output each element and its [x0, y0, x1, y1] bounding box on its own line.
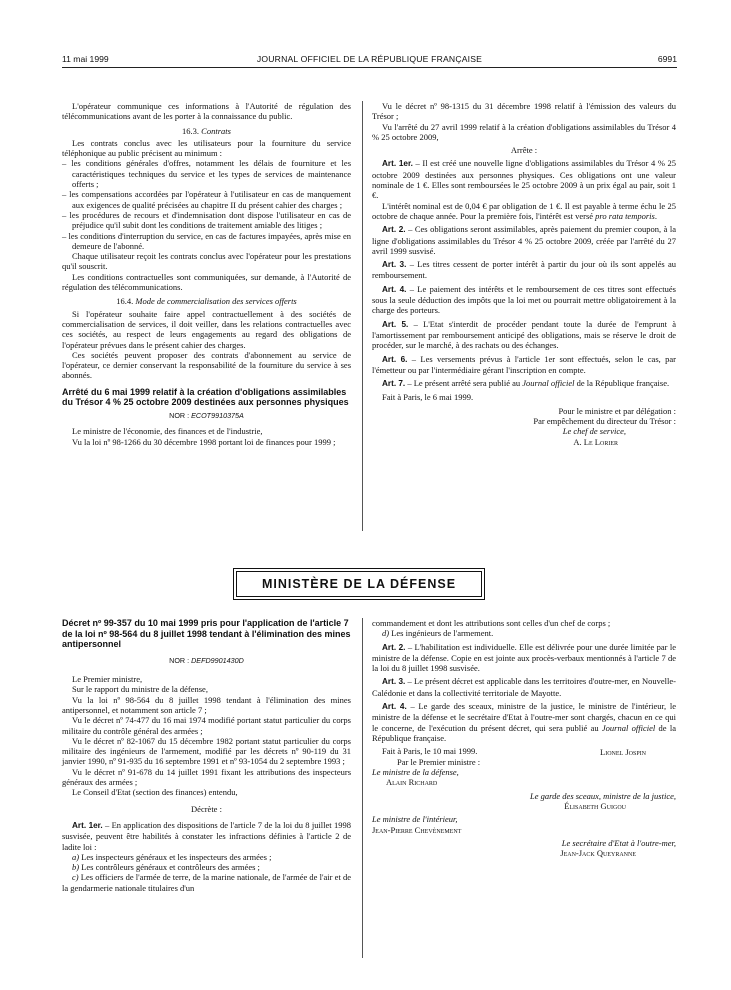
- list-item: d) Les ingénieurs de l'armement.: [382, 628, 494, 639]
- paragraph: Si l'opérateur souhaite faire appel contractuellement à des sociétés de commercialisation de services, il doit veiller, dans les relations contractuelles avec ces sociétés, au respect de leurs engagements au regard des obligations de l'opérateur prévues dans le présent cahier des charges.: [62, 308, 351, 350]
- right-column-top: [372, 101, 676, 447]
- article-4: Art. 4. – Le garde des sceaux, ministre de la justice, le ministre de l'intérieur, le ministre de la défense et le secrétaire d'Etat à l'outre-mer sont chargés, chacun en ce qui le concerne, de l'exécution du présent décret, qui sera publié au Journal officiel de la République française.: [372, 701, 676, 743]
- paragraph: Le Premier ministre,: [72, 674, 143, 685]
- paragraph: Les conditions contractuelles sont communiquées, sur demande, à l'Autorité de régulation des télécommunications.: [62, 271, 351, 293]
- header-date: 11 mai 1999: [62, 54, 109, 64]
- signatory-name: Alain Richard: [386, 777, 438, 788]
- paragraph: Vu le décret nº 98-1315 du 31 décembre 1998 relatif à l'émission des valeurs du Trésor ;: [372, 101, 676, 122]
- list-item: – les compensations accordées par l'opérateur à l'utilisateur en cas de manquement aux exigences de qualité précisées au chapitre II du présent cahier des charges ;: [62, 189, 351, 210]
- ministry-banner: [236, 571, 482, 597]
- signature-line: Par empêchement du directeur du Trésor :: [533, 416, 676, 427]
- column-divider-top: [362, 101, 363, 531]
- date-place: Fait à Paris, le 6 mai 1999.: [382, 392, 474, 403]
- date-place: Fait à Paris, le 10 mai 1999.: [382, 746, 478, 757]
- article-2: Art. 2. – Ces obligations seront assimilables, après paiement du premier coupon, à la ligne d'obligations assimilables du Trésor 4 % 25 octobre 2009, créée par l'arrêté du 27 avril 1999 susvisé.: [372, 224, 676, 256]
- article-3: Art. 3. – Le présent décret est applicable dans les territoires d'outre-mer, en Nouvelle-Calédonie et dans la collectivité territoriale de Mayotte.: [372, 676, 676, 698]
- header-page-number: 6991: [657, 54, 677, 64]
- paragraph: Chaque utilisateur reçoit les contrats conclus avec l'opérateur pour les prestations qu'il souscrit.: [62, 251, 351, 272]
- paragraph: Le Conseil d'Etat (section des finances) entendu,: [72, 787, 238, 798]
- article-7: Art. 7. – Le présent arrêté sera publié au Journal officiel de la République française.: [382, 378, 670, 389]
- signature-title: Le ministre de la défense,: [372, 767, 459, 778]
- paragraph: L'intérêt nominal est de 0,04 € par obligation de 1 €. Il est payable à terme échu le 25 octobre de chaque année. Pour la première fois, l'intérêt est versé pro rata temporis.: [372, 200, 676, 221]
- arrete-label: Arrête :: [510, 145, 538, 156]
- signatory-name: Élisabeth Guigou: [564, 801, 626, 812]
- paragraph: Sur le rapport du ministre de la défense,: [72, 684, 208, 695]
- article-2: Art. 2. – L'habilitation est individuelle. Elle est délivrée pour une durée limitée par le ministre de la défense. Copie en est jointe aux procès-verbaux mentionnés à l'article 7 de la loi du 8 juillet 1998 susvisée.: [372, 641, 676, 674]
- paragraph: Vu la loi nº 98-564 du 8 juillet 1998 tendant à l'élimination des mines antipersonnel, et notamment son article 7 ;: [62, 694, 351, 715]
- decret-title: Décret nº 99-357 du 10 mai 1999 pris pour l'application de l'article 7 de la loi nº 98-564 du 8 juillet 1998 tendant à l'élimination des mines antipersonnel: [62, 618, 351, 650]
- nor-reference: NOR : DEFD9901430D: [169, 655, 244, 665]
- header-journal-title: JOURNAL OFFICIEL DE LA RÉPUBLIQUE FRANÇAISE: [256, 54, 483, 64]
- paragraph: Vu le décret nº 82-1067 du 15 décembre 1982 portant statut particulier du corps militaire des ingénieurs de l'armement, modifié par les décrets nº 90-119 du 31 janvier 1990, nº 91-935 du 16 septembre 1991 et nº 93-1054 du 2 septembre 1993 ;: [62, 735, 351, 767]
- paragraph: Vu le décret nº 74-477 du 16 mai 1974 modifié portant statut particulier du corps militaire du contrôle général des armées ;: [62, 715, 351, 736]
- signature-intro: Par le Premier ministre :: [397, 756, 481, 767]
- ministry-banner-text: MINISTÈRE DE LA DÉFENSE: [261, 577, 457, 591]
- article-1: Art. 1er. – En application des dispositions de l'article 7 de la loi du 8 juillet 1998 susvisée, peuvent être habilités à constater les infractions définies à l'article 2 de ladite loi :: [62, 819, 351, 852]
- article-6: Art. 6. – Les versements prévus à l'article 1er sont effectués, selon le cas, par l'émetteur ou par l'intermédiaire gérant l'inscription en compte.: [372, 353, 676, 375]
- list-item: – les conditions d'interruption du service, en cas de factures impayées, après mise en demeure de l'abonné.: [62, 230, 351, 251]
- section-heading-16-4: 16.4. Mode de commercialisation des services offerts: [116, 296, 297, 307]
- signatory-name: Jean-Jack Queyranne: [560, 848, 636, 859]
- signature-line: Pour le ministre et par délégation :: [558, 405, 676, 416]
- article-4: Art. 4. – Le paiement des intérêts et le remboursement de ces titres sont effectués sous la seule déduction des impôts que la loi met ou pourrait mettre obligatoirement à la charge des porteurs.: [372, 283, 676, 316]
- header-rule: [62, 67, 677, 68]
- left-column-top: [62, 101, 351, 447]
- paragraph: Les contrats conclus avec les utilisateurs pour la fourniture du service téléphonique au public précisent au minimum :: [62, 137, 351, 159]
- column-divider-bottom: [362, 618, 363, 958]
- list-item: a) Les inspecteurs généraux et les inspecteurs des armées ;: [72, 851, 272, 862]
- list-item: c) Les officiers de l'armée de terre, de la marine nationale, de l'armée de l'air et de la gendarmerie nationale titulaires d'un: [62, 872, 351, 893]
- article-5: Art. 5. – L'Etat s'interdit de procéder pendant toute la durée de l'emprunt à l'amortissement par remboursement anticipé des obligations, mais se réserve le droit de procéder, sur le marché, à des rachats ou des échanges.: [372, 318, 676, 351]
- right-column-bottom: [372, 618, 676, 859]
- running-header: [62, 52, 677, 66]
- paragraph: commandement et dont les attributions sont celles d'un chef de corps ;: [372, 618, 611, 628]
- nor-reference: NOR : ECOT9910375A: [169, 410, 244, 420]
- paragraph: Vu la loi nº 98-1266 du 30 décembre 1998 portant loi de finances pour 1999 ;: [72, 436, 336, 447]
- paragraph: Le ministre de l'économie, des finances et de l'industrie,: [72, 426, 263, 437]
- signatory-name: A. Le Lorier: [573, 436, 618, 447]
- list-item: b) Les contrôleurs généraux et contrôleurs des armées ;: [72, 862, 260, 873]
- signature-title: Le ministre de l'intérieur,: [372, 814, 458, 825]
- paragraph: Vu le décret nº 91-678 du 14 juillet 1991 fixant les attributions des inspecteurs généraux des armées ;: [62, 766, 351, 788]
- signatory-name: Lionel Jospin: [600, 746, 646, 757]
- article-3: Art. 3. – Les titres cessent de porter intérêt à partir du jour où ils sont appelés au remboursement.: [372, 259, 676, 281]
- left-column-bottom: [62, 618, 351, 893]
- section-heading-16-3: 16.3. Contrats: [182, 125, 231, 136]
- paragraph: Vu l'arrêté du 27 avril 1999 relatif à la création d'obligations assimilables du Trésor 4 % 25 octobre 2009,: [372, 121, 676, 142]
- paragraph: L'opérateur communique ces informations à l'Autorité de régulation des télécommunications avant de les porter à la connaissance du public.: [62, 101, 351, 122]
- signature-title: Le secrétaire d'Etat à l'outre-mer,: [561, 837, 676, 848]
- decrete-label: Décrète :: [191, 803, 222, 814]
- list-item: – les procédures de recours et d'indemnisation dont dispose l'utilisateur en cas de préjudice qu'il subit dont les conditions de traitement amiable des litiges ;: [62, 209, 351, 231]
- list-item: – les conditions générales d'offres, notamment les délais de fourniture et les caractéristiques techniques du service et les types de services de maintenance offerts ;: [62, 158, 351, 190]
- signature-title: Le chef de service,: [562, 426, 626, 437]
- article-1: Art. 1er. – Il est créé une nouvelle ligne d'obligations assimilables du Trésor 4 % 25 octobre 2009 destinées aux personnes physiques. Ces obligations ont une valeur nominale de 1 €. Elles sont remboursées le 25 octobre 2009 à un prix égal au pair, soit 1 €.: [372, 158, 676, 201]
- paragraph: Ces sociétés peuvent proposer des contrats d'abonnement au service de l'opérateur, ce dernier conservant la responsabilité de la fourniture du service à ses abonnés.: [62, 349, 351, 381]
- signatory-name: Jean-Pierre Chevènement: [372, 824, 462, 835]
- signature-title: Le garde des sceaux, ministre de la justice,: [530, 790, 676, 801]
- arrete-title: Arrêté du 6 mai 1999 relatif à la création d'obligations assimilables du Trésor 4 % 25 octobre 2009 destinées aux personnes physiques: [62, 386, 349, 408]
